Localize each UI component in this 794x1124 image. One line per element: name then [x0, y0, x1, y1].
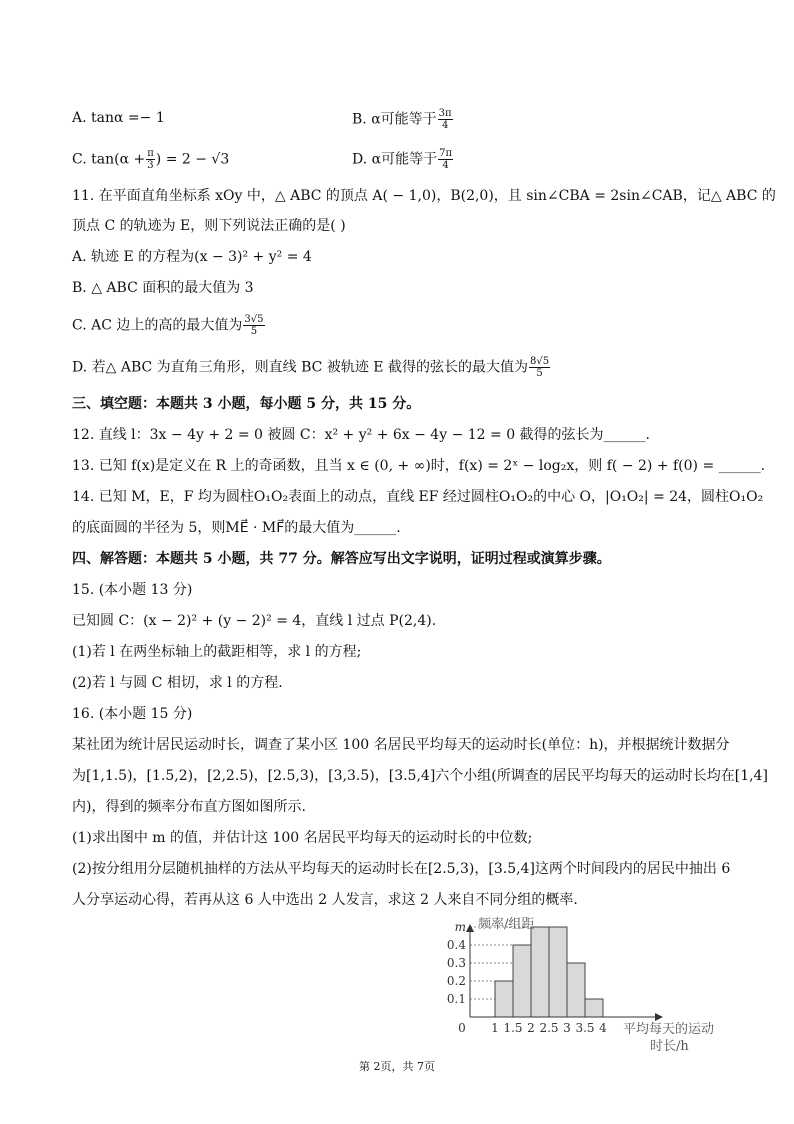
- y-axis-label: 频率/组距: [478, 917, 535, 932]
- q11-stem-line1: 11. 在平面直角坐标系 xOy 中，△ ABC 的顶点 A( − 1,0)，B(2,0)，且 sin∠CBA = 2sin∠CAB，记△ ABC 的: [72, 188, 776, 204]
- histogram-bar: [549, 927, 567, 1017]
- histogram-bar: [531, 927, 549, 1017]
- x-axis-arrow-icon: [655, 1013, 663, 1021]
- y-tick-label: 0.2: [446, 974, 466, 988]
- q16-part2-line2: 人分享运动心得，若再从这 6 人中选出 2 人发言，求这 2 人来自不同分组的概率.: [72, 892, 578, 908]
- histogram-bar: [513, 945, 531, 1017]
- q10-option-b: B. α可能等于 $\frac{3\pi}{4}$: [352, 108, 452, 131]
- y-tick-label: 0.4: [446, 938, 466, 952]
- q15-part2: (2)若 l 与圆 C 相切，求 l 的方程.: [72, 675, 283, 691]
- q16-line3: 内)，得到的频率分布直方图如图所示.: [72, 799, 306, 815]
- q16-header: 16. (本小题 15 分): [72, 706, 193, 722]
- y-axis-arrow-icon: [466, 924, 474, 932]
- section-4-heading: 四、解答题：本题共 5 小题，共 77 分。解答应写出文字说明，证明过程或演算步骤。: [72, 551, 611, 567]
- q10-option-c: C. tan(α + $\frac{\pi}{3}$ ) = 2 − √3: [72, 148, 230, 171]
- y-tick-label: 0.1: [446, 992, 466, 1006]
- y-tick-labels: [447, 920, 466, 1006]
- y-tick-label: m: [454, 920, 466, 934]
- q11-stem-line2: 顶点 C 的轨迹为 E，则下列说法正确的是( ): [72, 218, 346, 234]
- histogram-bar: [495, 981, 513, 1017]
- x-tick-label: 1.5: [503, 1021, 523, 1035]
- q14-line2: 的底面圆的半径为 5，则ME⃗ · MF⃗的最大值为______.: [72, 520, 401, 536]
- q16-part2-line1: (2)按分组用分层随机抽样的方法从平均每天的运动时长在[2.5,3)，[3.5,4]这两个时间段内的居民中抽出 6: [72, 861, 731, 877]
- q16-line1: 某社团为统计居民运动时长，调查了某小区 100 名居民平均每天的运动时长(单位：h)，并根据统计数据分: [72, 737, 730, 753]
- x-tick-label: 2.5: [539, 1021, 559, 1035]
- histogram-bar: [567, 963, 585, 1017]
- q15-header: 15. (本小题 13 分): [72, 582, 193, 598]
- histogram-bar: [585, 999, 603, 1017]
- q10-option-a: A. tanα =− 1: [72, 110, 165, 126]
- q16-line2: 为[1,1.5)，[1.5,2)，[2,2.5)，[2.5,3)，[3,3.5)，[3.5,4]六个小组(所调查的居民平均每天的运动时长均在[1,4]: [72, 768, 768, 784]
- page-footer: 第 2页，共 7页: [359, 1060, 435, 1073]
- q11-option-a: A. 轨迹 E 的方程为(x − 3)² + y² = 4: [72, 249, 312, 265]
- x-tick-label: 3: [563, 1021, 571, 1035]
- q16-part1: (1)求出图中 m 的值，并估计这 100 名居民平均每天的运动时长的中位数;: [72, 830, 533, 846]
- x-axis-label-line2: 时长/h: [650, 1039, 689, 1054]
- y-tick-label: 0.3: [446, 956, 466, 970]
- q10-option-d: D. α可能等于 $\frac{7\pi}{4}$: [352, 148, 453, 171]
- x-tick-labels: [491, 1021, 607, 1035]
- x-tick-label: 1: [491, 1021, 499, 1035]
- q11-option-b: B. △ ABC 面积的最大值为 3: [72, 280, 254, 296]
- q11-option-d: D. 若△ ABC 为直角三角形，则直线 BC 被轨迹 E 截得的弦长的最大值为 $\frac{8√5}{5}$: [72, 356, 550, 379]
- x-tick-label: 3.5: [575, 1021, 595, 1035]
- x-tick-label: 2: [527, 1021, 535, 1035]
- histogram-bars: [495, 927, 603, 1017]
- q14-line1: 14. 已知 M，E，F 均为圆柱O₁O₂表面上的动点，直线 EF 经过圆柱O₁O₂的中心 O，|O₁O₂| = 24，圆柱O₁O₂: [72, 489, 764, 505]
- x-tick-label: 4: [599, 1021, 607, 1035]
- q11-option-c: C. AC 边上的高的最大值为 $\frac{3√5}{5}$: [72, 314, 264, 337]
- x-axis-label-line1: 平均每天的运动: [623, 1022, 715, 1037]
- q12: 12. 直线 l：3x − 4y + 2 = 0 被圆 C：x² + y² + 6x − 4y − 12 = 0 截得的弦长为______.: [72, 427, 651, 443]
- section-3-heading: 三、填空题：本题共 3 小题，每小题 5 分，共 15 分。: [72, 396, 421, 412]
- q15-part1: (1)若 l 在两坐标轴上的截距相等，求 l 的方程;: [72, 644, 362, 660]
- q13: 13. 已知 f(x)是定义在 R 上的奇函数，且当 x ∈ (0, + ∞)时，f(x) = 2ˣ − log₂x，则 f( − 2) + f(0) = ______.: [72, 458, 766, 474]
- frequency-histogram: [440, 912, 740, 1057]
- q15-stem: 已知圆 C：(x − 2)² + (y − 2)² = 4，直线 l 过点 P(2,4).: [72, 613, 437, 629]
- origin-label: 0: [458, 1021, 466, 1035]
